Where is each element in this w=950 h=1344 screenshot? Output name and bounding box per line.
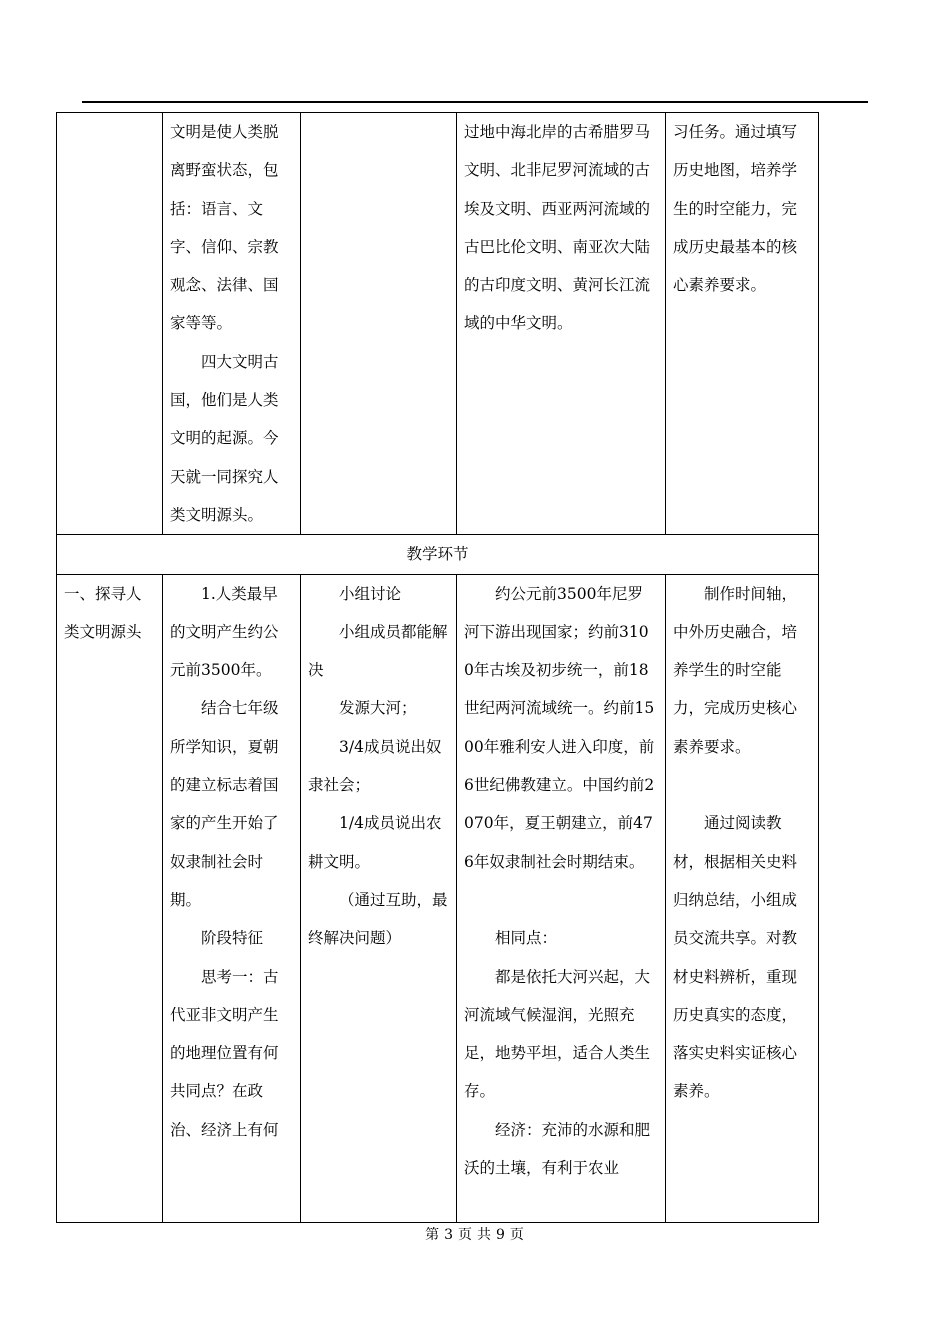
- footer-prefix: 第: [425, 1227, 441, 1243]
- header-rule: [82, 101, 868, 103]
- section-title: 教学环节: [57, 535, 819, 574]
- paragraph: 经济：充沛的水源和肥沃的土壤，有利于农业: [464, 1120, 651, 1178]
- cell-activity: [301, 113, 457, 535]
- paragraph: 阶段特征: [201, 929, 264, 948]
- cell-stage: [57, 113, 163, 535]
- paragraph: 过地中海北岸的古希腊罗马文明、北非尼罗河流域的古埃及文明、西亚两河流域的古巴比伦文明、南亚次大陆的古印度文明、黄河长江流域的中华文明。: [464, 123, 651, 333]
- table-row-stage-1: [57, 574, 819, 1222]
- section-header-row: [57, 535, 819, 574]
- paragraph: 1.人类最早的文明产生约公元前3500年。: [170, 584, 279, 680]
- paragraph: 发源大河；: [339, 699, 417, 718]
- paragraph: 通过阅读教材，根据相关史料归纳总结，小组成员交流共享。对教材史料辨析，重现历史真实的态度，落实史料实证核心素养。: [673, 814, 798, 1101]
- page-footer: [0, 1224, 950, 1244]
- paragraph: 小组成员都能解决: [308, 622, 448, 680]
- footer-suffix: 页: [509, 1227, 525, 1243]
- paragraph: 习任务。通过填写历史地图，培养学生的时空能力，完成历史最基本的核心素养要求。: [673, 123, 798, 295]
- cell-notes: [457, 113, 666, 535]
- paragraph: 制作时间轴，中外历史融合，培养学生的时空能力，完成历史核心素养要求。: [673, 584, 798, 756]
- table-row-continued: [57, 113, 819, 535]
- lesson-plan-table: [56, 112, 819, 1223]
- blank-line: [673, 766, 811, 804]
- paragraph: （通过互助，最终解决问题）: [308, 890, 448, 948]
- footer-total-pages: 9: [496, 1227, 506, 1243]
- paragraph: 3/4成员说出奴隶社会；: [308, 737, 442, 795]
- footer-current-page: 3: [444, 1227, 454, 1243]
- paragraph: 思考一：古代亚非文明产生的地理位置有何共同点？在政治、经济上有何: [170, 967, 279, 1139]
- paragraph: 约公元前3500年尼罗河下游出现国家；约前3100年古埃及初步统一，前18世纪两河流域统一。约前1500年雅利安人进入印度，前6世纪佛教建立。中国约前2070年，夏王朝建立，前476年奴隶制社会时期结束。: [464, 584, 655, 871]
- paragraph: 1/4成员说出农耕文明。: [308, 814, 442, 871]
- blank-line: [464, 881, 658, 919]
- cell-notes: [457, 574, 666, 1222]
- footer-page-word: 页: [458, 1227, 473, 1243]
- cell-stage: [57, 574, 163, 1222]
- cell-intent: [666, 574, 819, 1222]
- cell-content: [163, 113, 301, 535]
- cell-activity: [301, 574, 457, 1222]
- cell-intent: [666, 113, 819, 535]
- paragraph: 四大文明古国，他们是人类文明的起源。今天就一同探究人类文明源头。: [170, 352, 279, 524]
- paragraph: 都是依托大河兴起，大河流域气候湿润，光照充足，地势平坦，适合人类生存。: [464, 967, 651, 1101]
- paragraph: 结合七年级所学知识，夏朝的建立标志着国家的产生开始了奴隶制社会时期。: [170, 699, 279, 909]
- stage-title: 一、探寻人类文明源头: [64, 584, 142, 641]
- paragraph: 文明是使人类脱离野蛮状态，包括：语言、文字、信仰、宗教观念、法律、国家等等。: [170, 123, 279, 333]
- paragraph: 相同点：: [495, 929, 558, 948]
- paragraph: 小组讨论: [339, 584, 402, 603]
- footer-total-word: 共: [477, 1227, 492, 1243]
- cell-content: [163, 574, 301, 1222]
